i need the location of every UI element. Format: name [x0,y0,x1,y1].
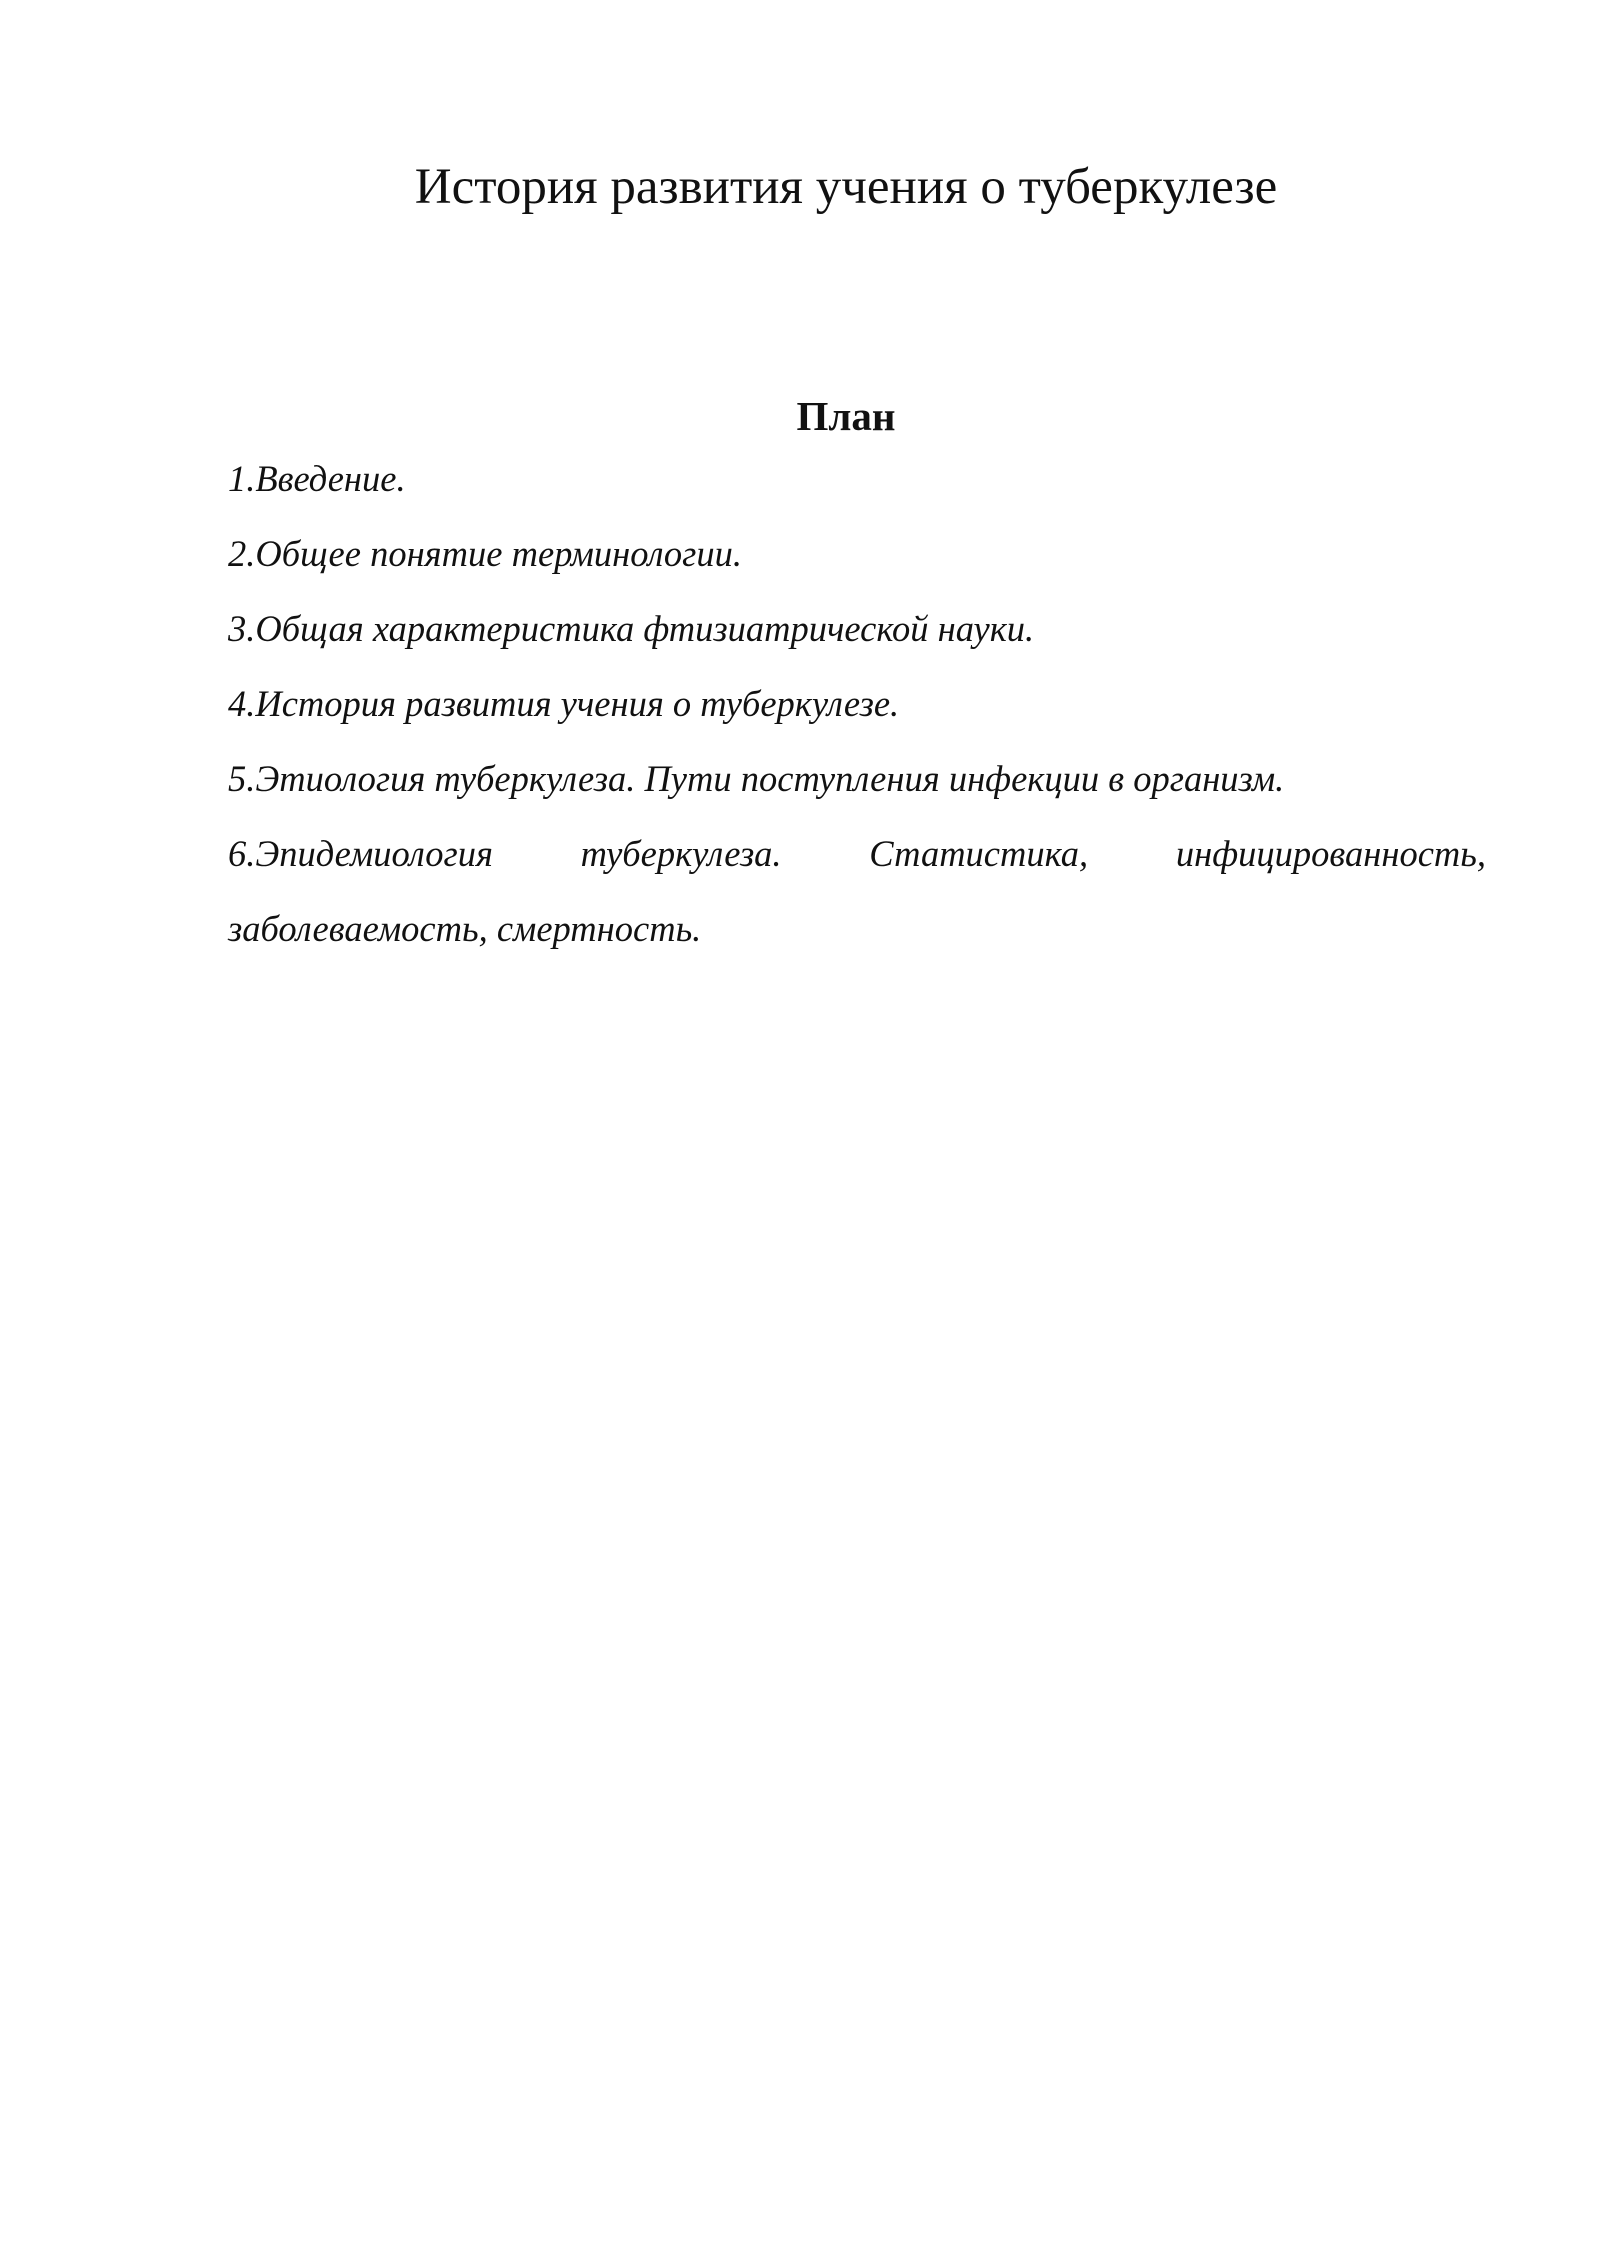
plan-item-1: 1.Введение. [228,458,406,499]
plan-item-2: 2.Общее понятие терминологии. [228,533,743,574]
plan-item-5: 5.Этиология туберкулеза. Пути поступления инфекции в организм. [228,758,1285,799]
plan-list [228,441,1486,966]
plan-heading: План [796,393,896,439]
plan-item-3: 3.Общая характеристика фтизиатрической науки. [228,608,1035,649]
plan-item-4: 4.История развития учения о туберкулезе. [228,683,900,724]
plan-item-6: 6.Эпидемиология туберкулеза. Статистика, инфицированность, заболеваемость, смертность. [228,833,1486,949]
document-title: История развития учения о туберкулезе [414,159,1278,215]
